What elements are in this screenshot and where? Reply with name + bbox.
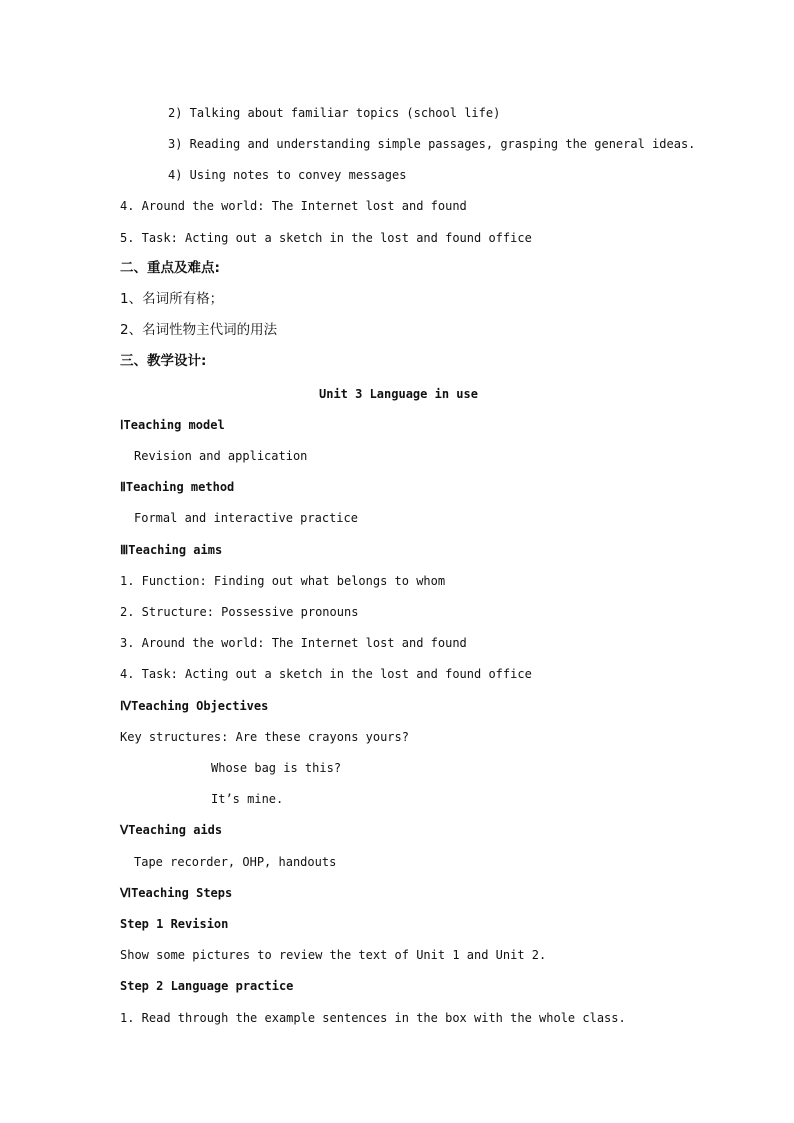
step-1-text: Show some pictures to review the text of Unit 1 and Unit 2. [120,948,547,962]
heading-teaching-steps: ⅥTeaching Steps [120,886,233,900]
structure-example-1: Whose bag is this? [211,761,342,775]
item-4: 4. Around the world: The Internet lost and found [120,199,467,213]
aim-1: 1. Function: Finding out what belongs to whom [120,574,446,588]
aim-4: 4. Task: Acting out a sketch in the lost and found office [120,667,532,681]
key-point-2: 2、名词性物主代词的用法 [120,322,278,338]
objective-3: 3) Reading and understanding simple passages, grasping the general ideas. [168,137,696,151]
item-5: 5. Task: Acting out a sketch in the lost and found office [120,231,532,245]
heading-teaching-aims: ⅢTeaching aims [120,543,223,557]
heading-teaching-objectives: ⅣTeaching Objectives [120,699,269,713]
aim-3: 3. Around the world: The Internet lost and found [120,636,467,650]
teaching-aids-text: Tape recorder, OHP, handouts [134,855,337,869]
section-heading-design: 三、教学设计: [120,353,207,369]
key-structures: Key structures: Are these crayons yours? [120,730,409,744]
step-2-heading: Step 2 Language practice [120,979,294,993]
teaching-method-text: Formal and interactive practice [134,511,358,525]
heading-teaching-aids: ⅤTeaching aids [120,823,223,837]
heading-teaching-model: ⅠTeaching model [120,418,225,432]
section-heading-key-points: 二、重点及难点: [120,260,220,276]
step-2-item-1: 1. Read through the example sentences in the box with the whole class. [120,1011,626,1025]
aim-2: 2. Structure: Possessive pronouns [120,605,359,619]
objective-4: 4) Using notes to convey messages [168,168,407,182]
heading-teaching-method: ⅡTeaching method [120,480,235,494]
structure-example-2: It’s mine. [211,792,284,806]
objective-2: 2) Talking about familiar topics (school life) [168,106,501,120]
step-1-heading: Step 1 Revision [120,917,229,931]
teaching-model-text: Revision and application [134,449,308,463]
unit-title: Unit 3 Language in use [319,387,478,401]
key-point-1: 1、名词所有格； [120,291,224,307]
